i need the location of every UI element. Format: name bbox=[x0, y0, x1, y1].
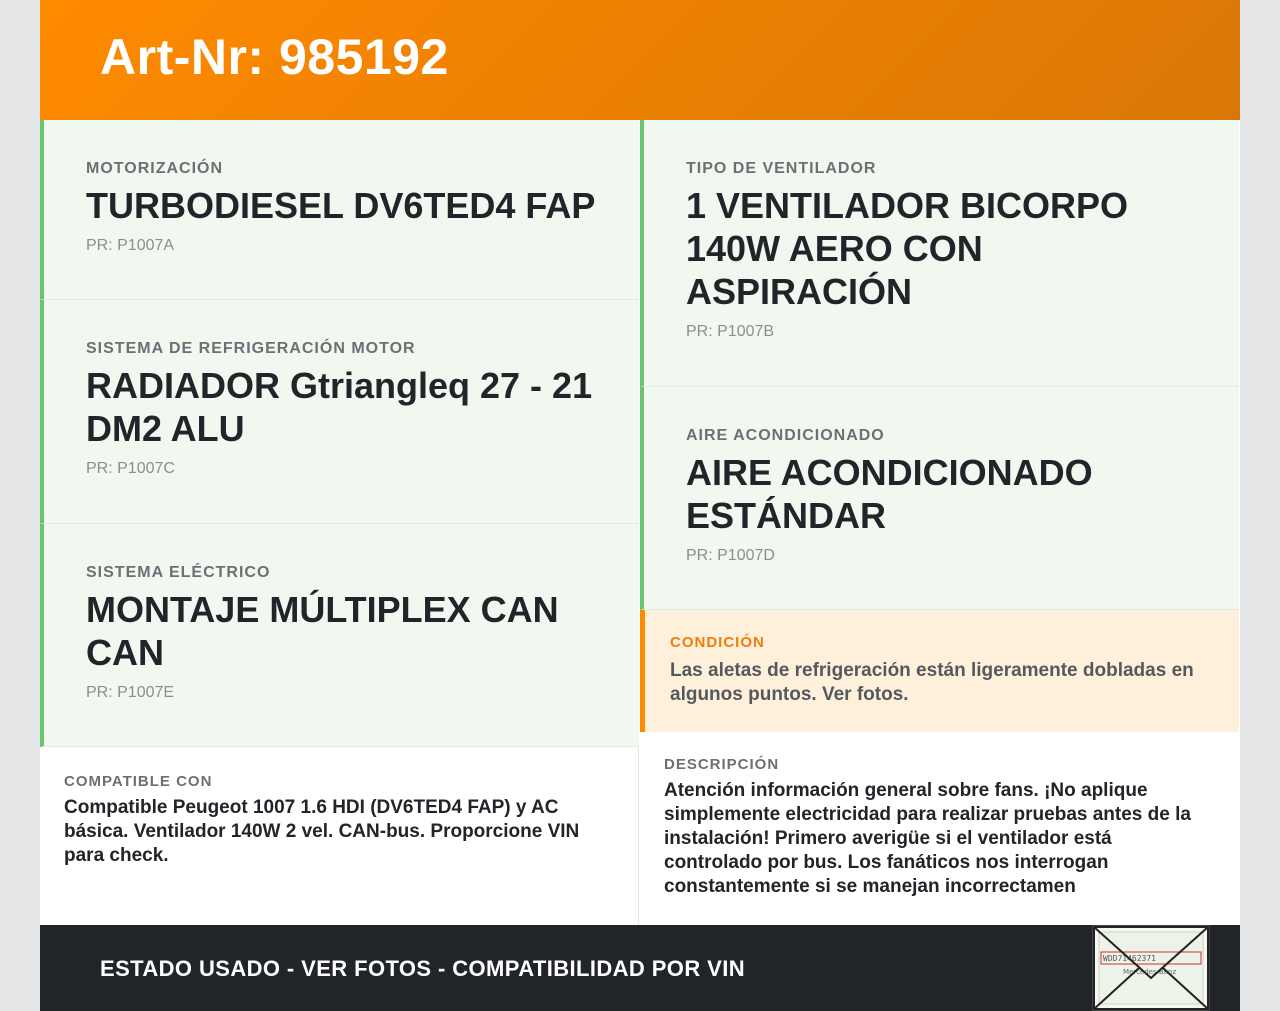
spec-label: AIRE ACONDICIONADO bbox=[686, 427, 885, 444]
svg-text:WDD71462371: WDD71462371 bbox=[1103, 954, 1156, 963]
envelope-photo-icon bbox=[1093, 926, 1209, 1010]
product-photo-thumbnail[interactable] bbox=[1092, 925, 1210, 1011]
spec-pr-code: PR: P1007B bbox=[686, 323, 775, 340]
condition-notice bbox=[640, 610, 1239, 732]
spec-card-motorization bbox=[40, 120, 639, 300]
spec-value: AIRE ACONDICIONADO ESTÁNDAR bbox=[686, 452, 1093, 536]
article-number-title: Art-Nr: 985192 bbox=[100, 29, 449, 85]
footer-status-text: ESTADO USADO - VER FOTOS - COMPATIBILIDAD POR VIN bbox=[100, 956, 745, 981]
thumbnail-text: Mercedes-Benz bbox=[1123, 968, 1177, 976]
compatible-section bbox=[40, 747, 639, 925]
spec-label: TIPO DE VENTILADOR bbox=[686, 160, 877, 177]
spec-card-cooling bbox=[40, 300, 639, 524]
spec-column-right bbox=[640, 120, 1239, 925]
spec-pr-code: PR: P1007D bbox=[686, 547, 775, 564]
spec-card-air-conditioning bbox=[640, 387, 1239, 610]
spec-pr-code: PR: P1007E bbox=[86, 684, 175, 701]
condition-title: CONDICIÓN bbox=[670, 634, 765, 651]
spec-label: SISTEMA ELÉCTRICO bbox=[86, 564, 271, 581]
spec-column-left bbox=[40, 120, 639, 925]
header-banner bbox=[40, 0, 1240, 120]
description-text: Atención información general sobre fans. ¡No aplique simplemente electricidad para realizar pruebas antes de la instalación! Primero averigüe si el ventilador está controlado por bus. Los fanáticos nos interrogan constantemente si se manejan incorrectamen bbox=[664, 780, 1191, 897]
footer-bar bbox=[40, 925, 1240, 1011]
spec-grid bbox=[40, 120, 1240, 925]
description-section bbox=[640, 732, 1239, 925]
spec-value: RADIADOR Gtriangleq 27 - 21 DM2 ALU bbox=[86, 365, 593, 449]
condition-text: Las aletas de refrigeración están ligeramente dobladas en algunos puntos. Ver fotos. bbox=[670, 660, 1194, 705]
page bbox=[40, 0, 1240, 1011]
spec-label: MOTORIZACIÓN bbox=[86, 160, 224, 177]
compatible-text: Compatible Peugeot 1007 1.6 HDI (DV6TED4 FAP) y AC básica. Ventilador 140W 2 vel. CAN-bus. Proporcione VIN para check. bbox=[64, 797, 580, 866]
spec-value: TURBODIESEL DV6TED4 FAP bbox=[86, 185, 596, 226]
spec-card-fan-type bbox=[640, 120, 1239, 387]
spec-pr-code: PR: P1007C bbox=[86, 460, 175, 477]
spec-pr-code: PR: P1007A bbox=[86, 237, 175, 254]
spec-card-electrical bbox=[40, 524, 639, 747]
spec-label: SISTEMA DE REFRIGERACIÓN MOTOR bbox=[86, 340, 416, 357]
spec-value: MONTAJE MÚLTIPLEX CAN CAN bbox=[86, 589, 559, 673]
spec-value: 1 VENTILADOR BICORPO 140W AERO CON ASPIRACIÓN bbox=[686, 185, 1129, 312]
compatible-title: COMPATIBLE CON bbox=[64, 773, 213, 790]
description-title: DESCRIPCIÓN bbox=[664, 756, 780, 773]
